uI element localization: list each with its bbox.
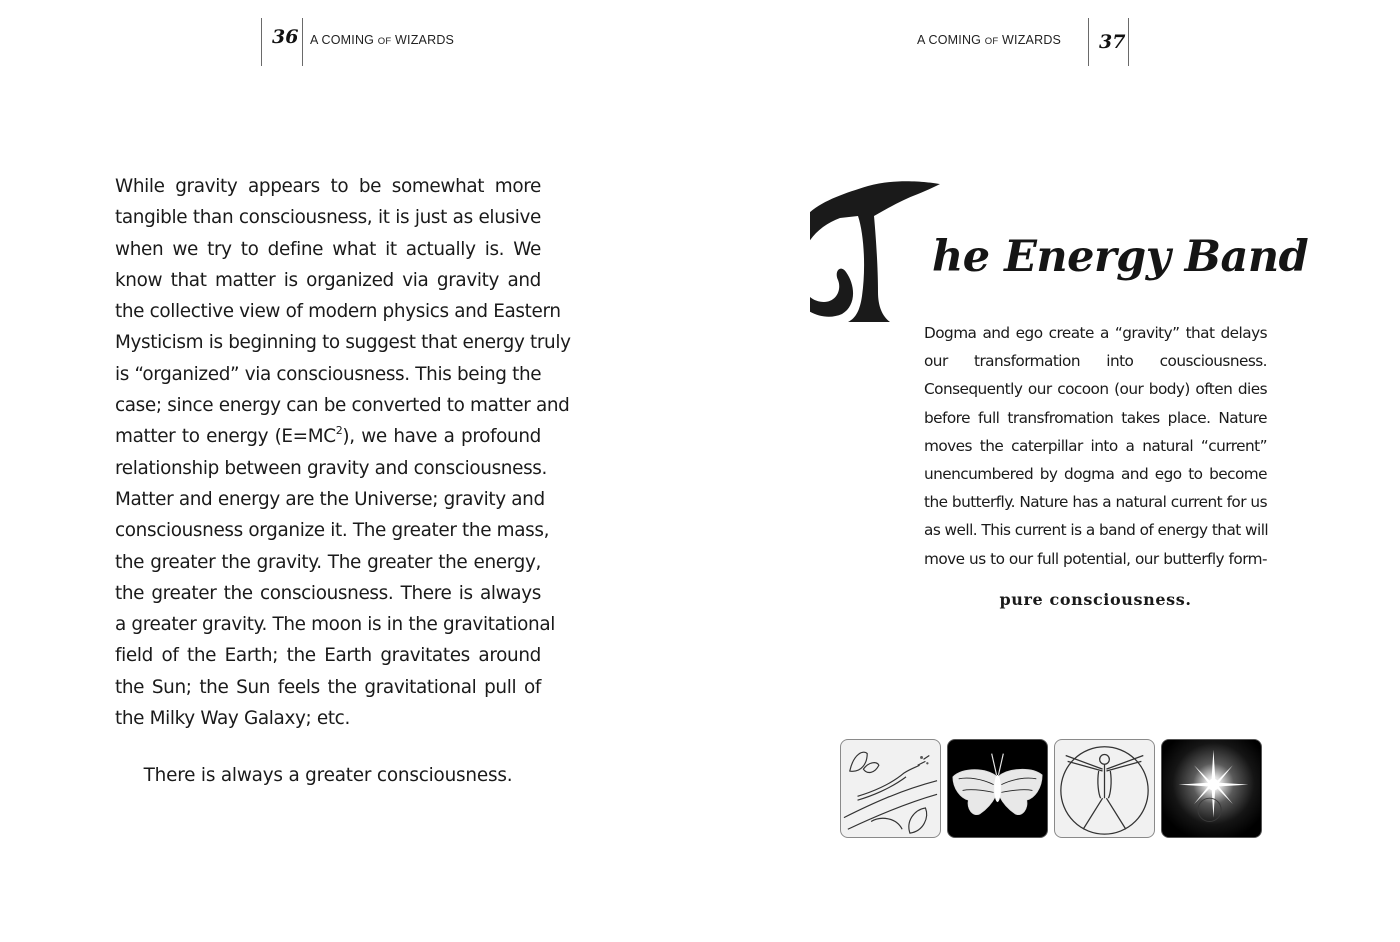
text-line: our transformation into cousciousness. — [924, 352, 1267, 371]
text-line: moves the caterpillar into a natural “current” — [924, 436, 1267, 455]
text-line: know that matter is organized via gravity and — [115, 269, 541, 291]
header-rule — [302, 18, 303, 66]
text-line: the Sun; the Sun feels the gravitational pull of — [115, 676, 541, 698]
radiant-light-illustration — [1161, 739, 1262, 838]
text-line: the greater the consciousness. There is always — [115, 582, 541, 604]
text-line: case; since energy can be converted to matter and — [115, 395, 570, 417]
page-number: 36 — [272, 26, 299, 48]
text-line: when we try to define what it actually is. We — [115, 238, 541, 260]
dropcap-glyph — [810, 172, 940, 332]
emphasis-line: pure consciousness. — [999, 590, 1192, 609]
vitruvian-figure-icon — [1055, 740, 1154, 837]
star-light-icon — [1162, 740, 1261, 837]
caterpillar-illustration — [840, 739, 941, 838]
text-line: the greater the gravity. The greater the energy, — [115, 551, 541, 573]
text-line: consciousness organize it. The greater the mass, — [115, 520, 550, 542]
text-line: Matter and energy are the Universe; gravity and — [115, 488, 545, 510]
chapter-title: he Energy Band — [932, 232, 1309, 282]
text-line — [115, 421, 541, 452]
text-line: Mysticism is beginning to suggest that energy truly — [115, 332, 571, 354]
text-line: the collective view of modern physics and Eastern — [115, 301, 561, 323]
butterfly-illustration — [947, 739, 1048, 838]
text-fragment: matter to energy (E=MC — [115, 426, 336, 448]
text-line: a greater gravity. The moon is in the gravitational — [115, 614, 556, 636]
text-line: unencumbered by dogma and ego to become — [924, 465, 1267, 484]
superscript: 2 — [335, 424, 343, 438]
text-line: the Milky Way Galaxy; etc. — [115, 708, 350, 730]
running-header-text: A COMING — [917, 33, 985, 47]
butterfly-icon — [948, 740, 1047, 837]
text-fragment: ), we have a profound — [342, 426, 541, 448]
text-line: field of the Earth; the Earth gravitates around — [115, 645, 541, 667]
running-header — [917, 33, 1061, 47]
running-header-text: WIZARDS — [391, 33, 455, 47]
text-line: before full transfromation takes place. Nature — [924, 408, 1267, 427]
running-header — [310, 33, 454, 47]
running-header-text: WIZARDS — [998, 33, 1062, 47]
vitruvian-figure-illustration — [1054, 739, 1155, 838]
illustration-strip — [840, 739, 1262, 838]
text-line: Dogma and ego create a “gravity” that delays — [924, 324, 1267, 342]
text-line: relationship between gravity and consciousness. — [115, 457, 548, 479]
header-rule — [1128, 18, 1129, 66]
text-line: While gravity appears to be somewhat more — [115, 176, 541, 197]
text-line: move us to our full potential, our butterfly form- — [924, 549, 1267, 568]
page-number: 37 — [1099, 31, 1126, 53]
dropcap-t — [810, 172, 940, 332]
text-line: tangible than consciousness, it is just as elusive — [115, 207, 541, 229]
body-paragraph — [924, 319, 1267, 573]
header-rule — [261, 18, 262, 66]
caterpillar-icon — [841, 740, 940, 837]
closing-line: There is always a greater consciousness. — [143, 765, 513, 786]
right-page — [700, 0, 1400, 942]
running-header-text: OF — [984, 36, 999, 47]
header-rule — [1088, 18, 1089, 66]
running-header-text: A COMING — [310, 33, 378, 47]
body-paragraph — [115, 171, 571, 734]
running-header-text: OF — [377, 36, 392, 47]
text-line: the butterfly. Nature has a natural current for us — [924, 493, 1267, 512]
text-line: Consequently our cocoon (our body) often dies — [924, 380, 1267, 399]
text-line: as well. This current is a band of energy that will — [924, 521, 1269, 540]
text-line: is “organized” via consciousness. This being the — [115, 363, 542, 385]
